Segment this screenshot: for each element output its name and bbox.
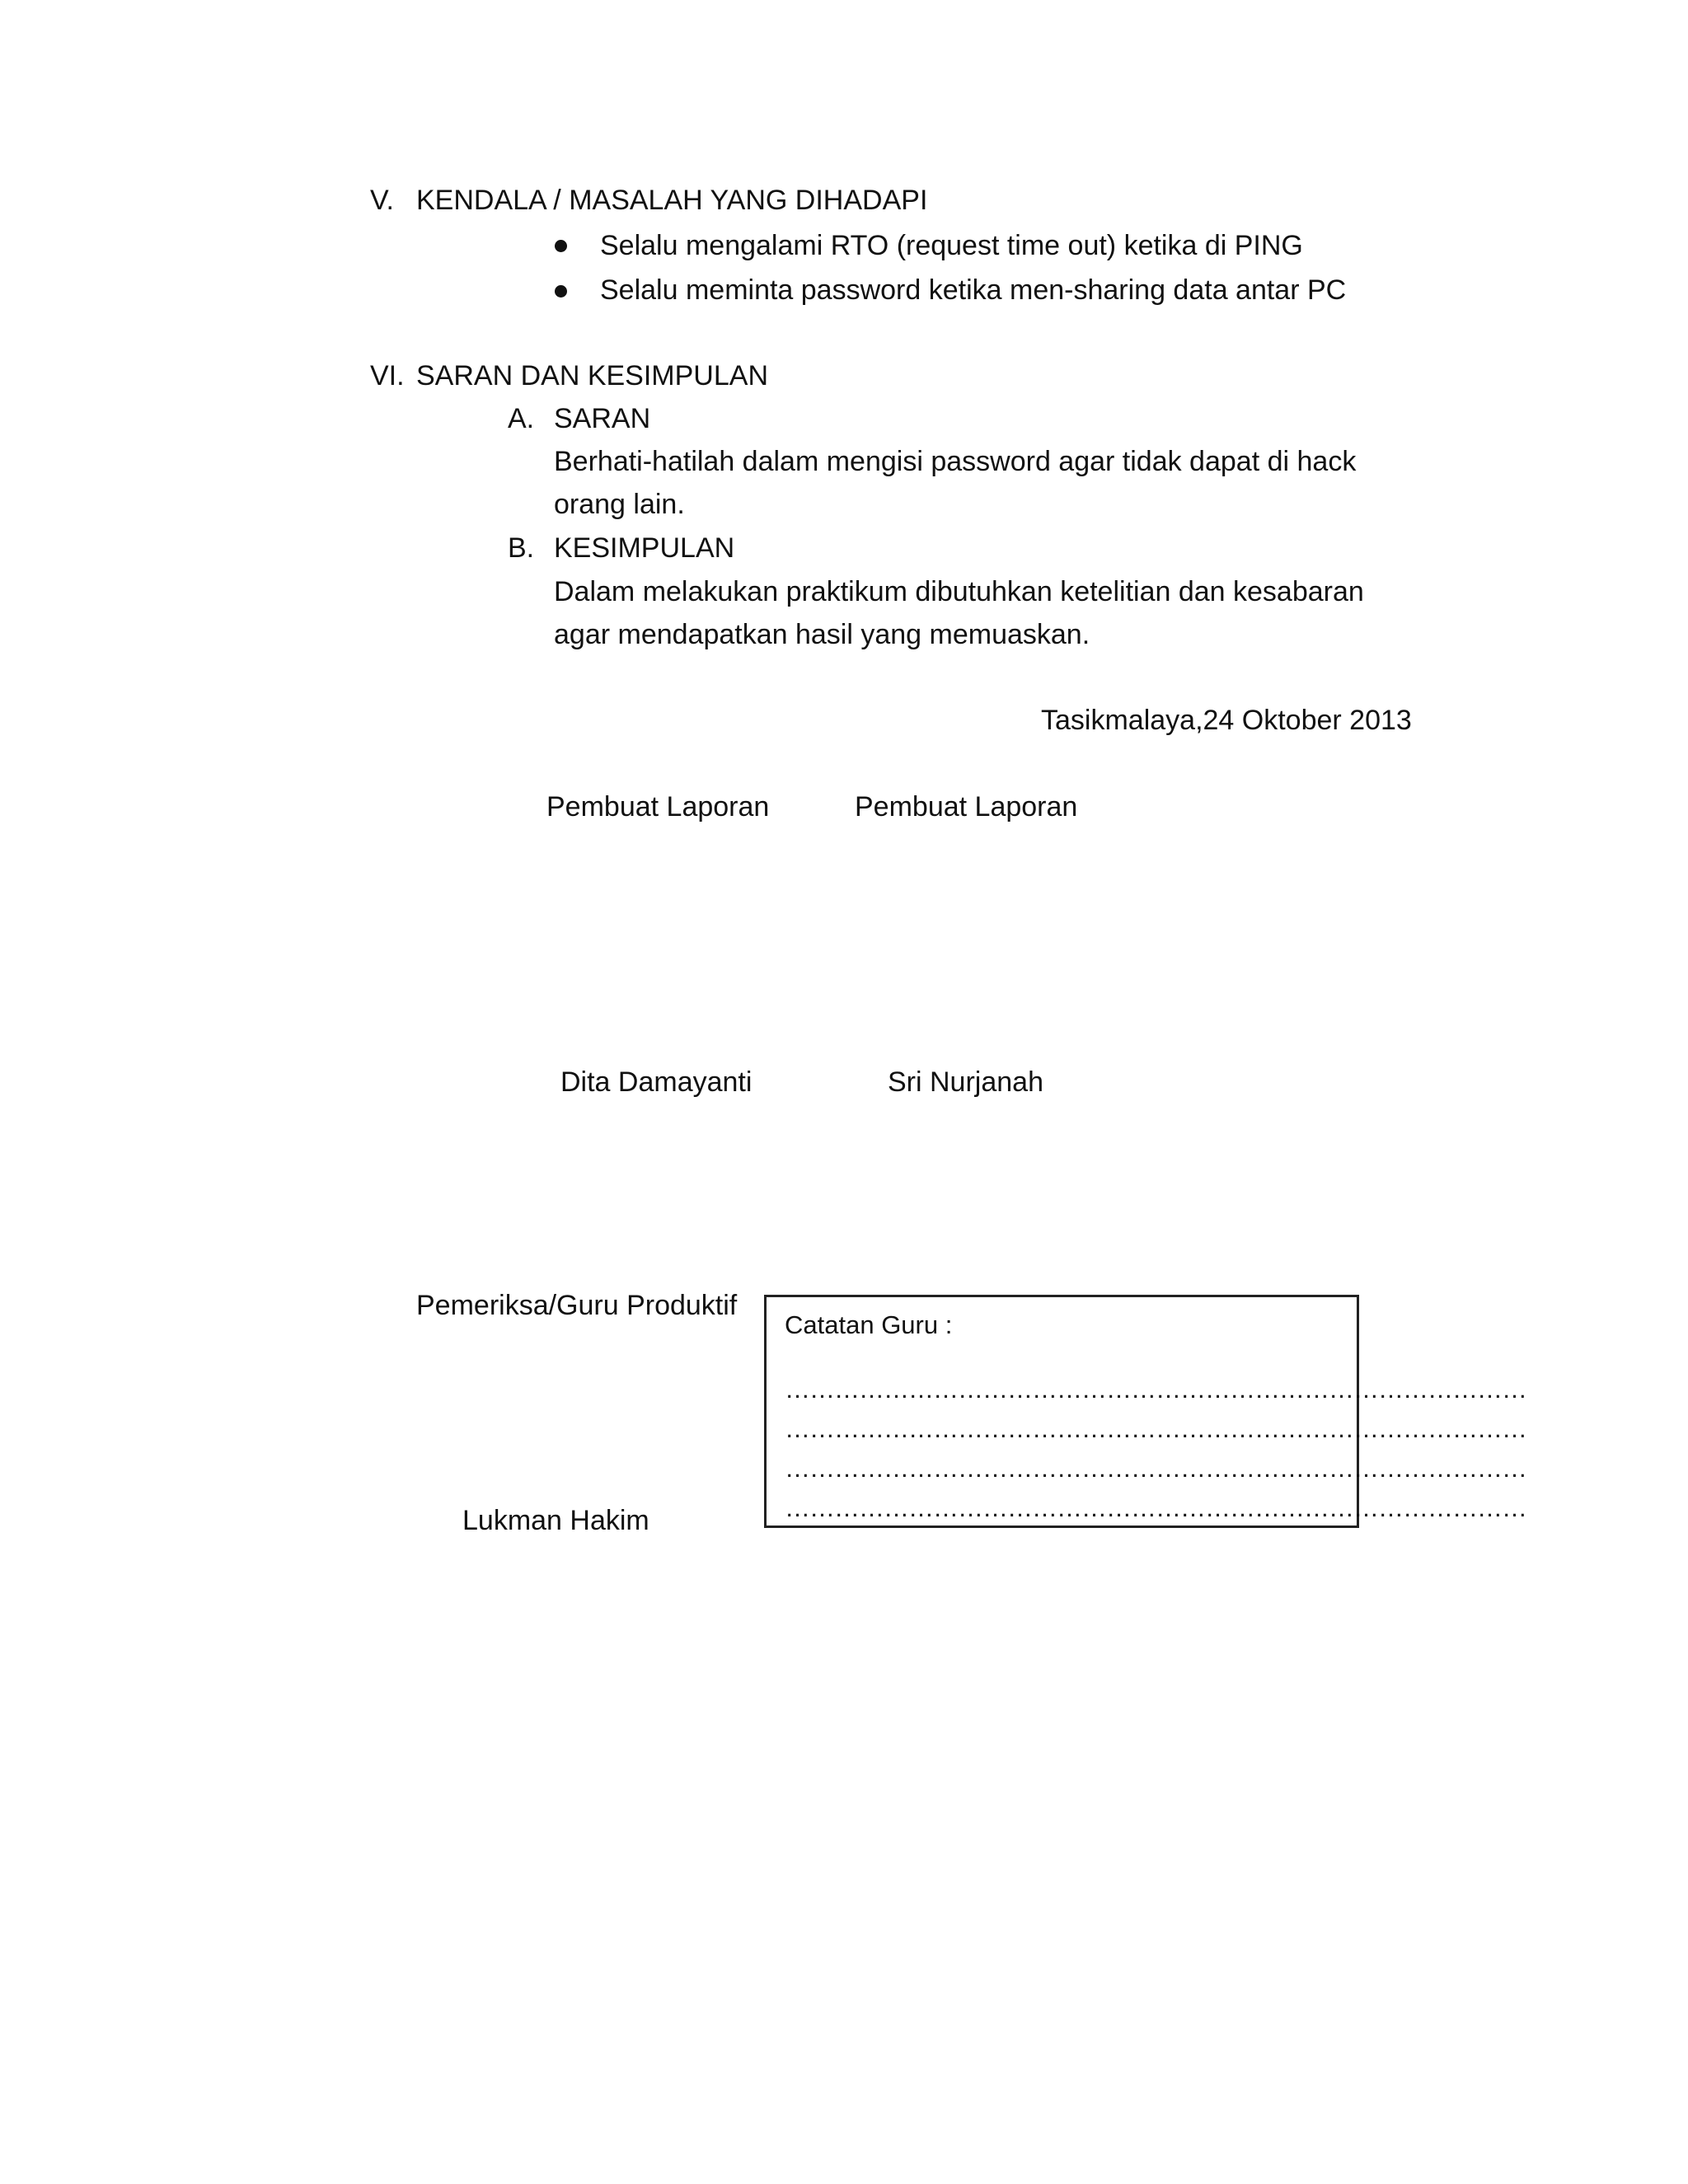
examiner-name: Lukman Hakim [462, 1505, 649, 1536]
section-5-number: V. [370, 185, 395, 216]
saran-text-line-1: Berhati-hatilah dalam mengisi password agar tidak dapat di hack [554, 446, 1357, 477]
role-author-2: Pembuat Laporan [855, 791, 1078, 823]
kesimpulan-text-line-2: agar mendapatkan hasil yang memuaskan. [554, 619, 1090, 650]
teacher-notes-box [764, 1295, 1526, 1528]
notes-dotted-line: ……………………………………………………………………………… [785, 1375, 1526, 1404]
kesimpulan-letter: B. [508, 532, 535, 564]
kesimpulan-title: KESIMPULAN [554, 532, 735, 564]
section-6-number: VI. [370, 360, 405, 391]
problem-item-1: Selalu mengalami RTO (request time out) ketika di PING [600, 230, 1303, 261]
section-5-heading: KENDALA / MASALAH YANG DIHADAPI [416, 185, 928, 216]
bullet-icon [555, 285, 567, 298]
notes-dotted-line: ……………………………………………………………………………… [785, 1454, 1526, 1483]
notes-dotted-line: ……………………………………………………………………………… [785, 1414, 1526, 1443]
saran-text-line-2: orang lain. [554, 489, 685, 520]
bullet-icon [555, 240, 567, 252]
examiner-role: Pemeriksa/Guru Produktif [416, 1290, 738, 1321]
saran-title: SARAN [554, 403, 651, 434]
notes-dotted-line: ……………………………………………………………………………… [785, 1493, 1526, 1522]
problem-item-2: Selalu meminta password ketika men-sharing data antar PC [600, 274, 1347, 306]
kesimpulan-text-line-1: Dalam melakukan praktikum dibutuhkan ketelitian dan kesabaran [554, 576, 1364, 607]
place-date: Tasikmalaya,24 Oktober 2013 [1041, 705, 1412, 736]
teacher-notes-title: Catatan Guru : [785, 1310, 953, 1339]
author-name-2: Sri Nurjanah [888, 1066, 1043, 1098]
author-name-1: Dita Damayanti [560, 1066, 753, 1098]
saran-letter: A. [508, 403, 535, 434]
role-author-1: Pembuat Laporan [546, 791, 770, 823]
section-6-heading: SARAN DAN KESIMPULAN [416, 360, 768, 391]
